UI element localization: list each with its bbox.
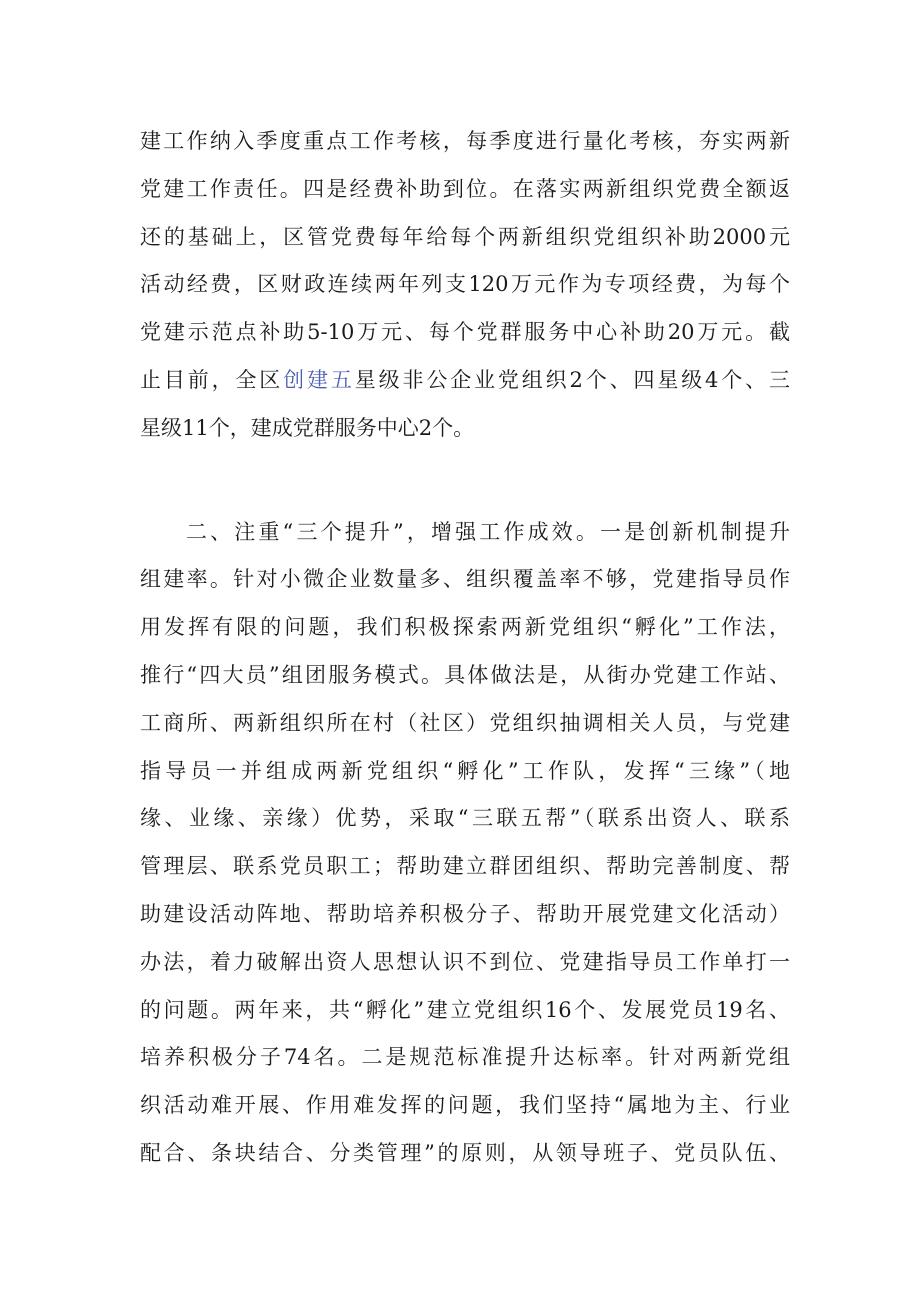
text-line: 星级11个，建成党群服务中心2个。 [140, 415, 475, 440]
text-line: 组建率。针对小微企业数量多、组织覆盖率不够，党建指导员作 [140, 567, 790, 592]
text-line: 推行“四大员”组团服务模式。具体做法是，从街办党建工作站、 [140, 662, 790, 687]
text-line: 培养积极分子74名。二是规范标准提升达标率。针对两新党组 [140, 1045, 790, 1070]
text-line [140, 357, 790, 405]
text-line: 工商所、两新组织所在村（社区）党组织抽调相关人员，与党建 [140, 710, 790, 735]
text-line: 助建设活动阵地、帮助培养积极分子、帮助开展党建文化活动） [140, 901, 790, 926]
text-line: 织活动难开展、作用难发挥的问题，我们坚持“属地为主、行业 [140, 1093, 790, 1118]
text-line: 还的基础上，区管党费每年给每个两新组织党组织补助2000元 [140, 224, 790, 249]
text-line: 管理层、联系党员职工；帮助建立群团组织、帮助完善制度、帮 [140, 854, 790, 879]
paragraph-gap [140, 453, 790, 509]
paragraph-2 [140, 509, 790, 1178]
text-line: 党建工作责任。四是经费补助到位。在落实两新组织党费全额返 [140, 176, 790, 201]
text-line: 办法，着力破解出资人思想认识不到位、党建指导员工作单打一 [140, 949, 790, 974]
document-body [140, 118, 790, 1178]
text-line: 配合、条块结合、分类管理”的原则，从领导班子、党员队伍、 [140, 1140, 790, 1165]
text-segment: 止目前，全区 [140, 367, 284, 392]
text-line: 活动经费，区财政连续两年列支120万元作为专项经费，为每个 [140, 272, 790, 297]
text-line: 二、注重“三个提升”，增强工作成效。一是创新机制提升 [186, 519, 790, 544]
paragraph-1 [140, 118, 790, 453]
text-line: 党建示范点补助5-10万元、每个党群服务中心补助20万元。截 [140, 320, 790, 345]
text-line: 建工作纳入季度重点工作考核，每季度进行量化考核，夯实两新 [140, 129, 790, 153]
text-line: 用发挥有限的问题，我们积极探索两新党组织“孵化”工作法， [140, 615, 790, 640]
text-line: 指导员一并组成两新党组织“孵化”工作队，发挥“三缘”（地 [140, 758, 790, 783]
highlighted-text: 创建五 [283, 367, 355, 392]
text-segment: 星级非公企业党组织2个、四星级4个、三 [354, 367, 790, 392]
text-line: 的问题。两年来，共“孵化”建立党组织16个、发展党员19名、 [140, 997, 790, 1022]
text-line: 缘、业缘、亲缘）优势，采取“三联五帮”（联系出资人、联系 [140, 806, 790, 831]
